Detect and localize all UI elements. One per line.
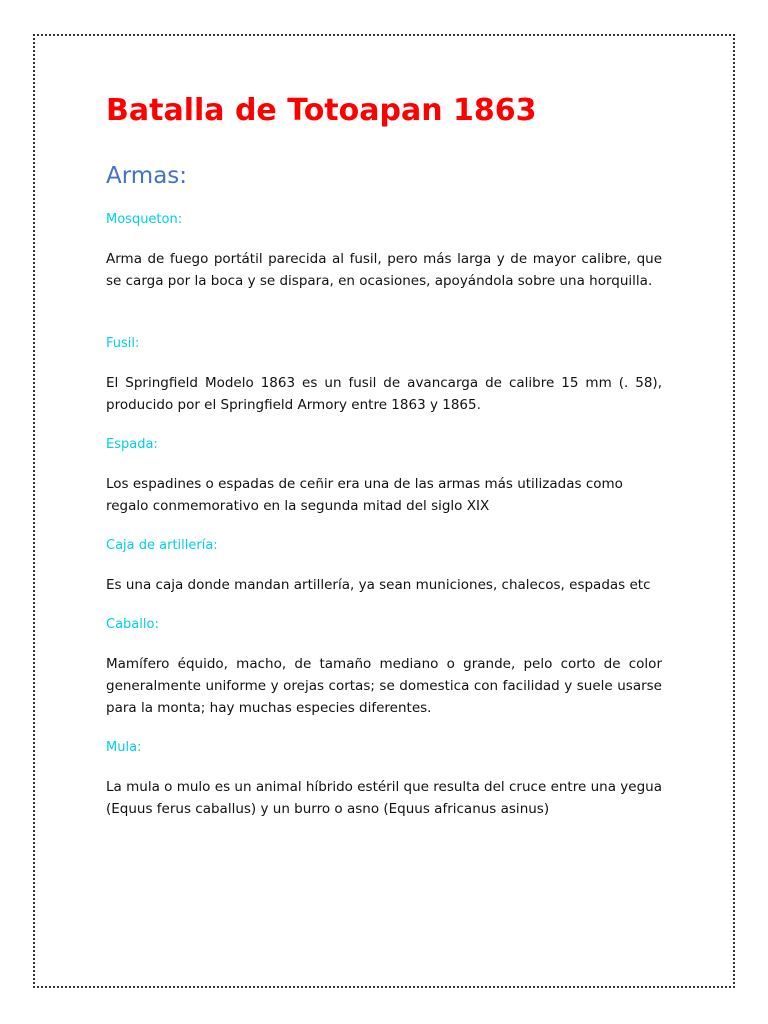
entry-title-caja-de-artilleria: Caja de artillería:	[106, 538, 218, 554]
section-heading-armas: Armas:	[106, 163, 188, 189]
entry-text-espada: Los espadines o espadas de ceñir era una de las armas más utilizadas como regalo conmemorativo en la segunda mitad del siglo XIX	[106, 476, 623, 515]
entry-text-caja-de-artilleria: Es una caja donde mandan artillería, ya sean municiones, chalecos, espadas etc	[106, 577, 651, 594]
entry-text-caballo: Mamífero équido, macho, de tamaño mediano o grande, pelo corto de color generalmente uniforme y orejas cortas; se domestica con facilidad y suele usarse para la monta; hay muchas especies diferentes.	[106, 656, 662, 717]
entry-title-espada: Espada:	[106, 437, 158, 453]
entry-title-mosqueton: Mosqueton:	[106, 211, 183, 227]
entry-title-mula: Mula:	[106, 740, 142, 756]
document-title: Batalla de Totoapan 1863	[106, 93, 537, 128]
entry-text-mula: La mula o mulo es un animal híbrido estéril que resulta del cruce entre una yegua (Equus ferus caballus) y un burro o asno (Equus africanus asinus)	[106, 778, 662, 817]
entry-text-mosqueton: Arma de fuego portátil parecida al fusil, pero más larga y de mayor calibre, que se carga por la boca y se dispara, en ocasiones, apoyándola sobre una horquilla.	[106, 251, 662, 290]
entry-text-fusil: El Springfield Modelo 1863 es un fusil de avancarga de calibre 15 mm (. 58), producido por el Springfield Armory entre 1863 y 1865.	[106, 375, 662, 414]
entry-title-fusil: Fusil:	[106, 336, 140, 352]
document-content	[106, 93, 662, 820]
entry-title-caballo: Caballo:	[106, 617, 159, 633]
